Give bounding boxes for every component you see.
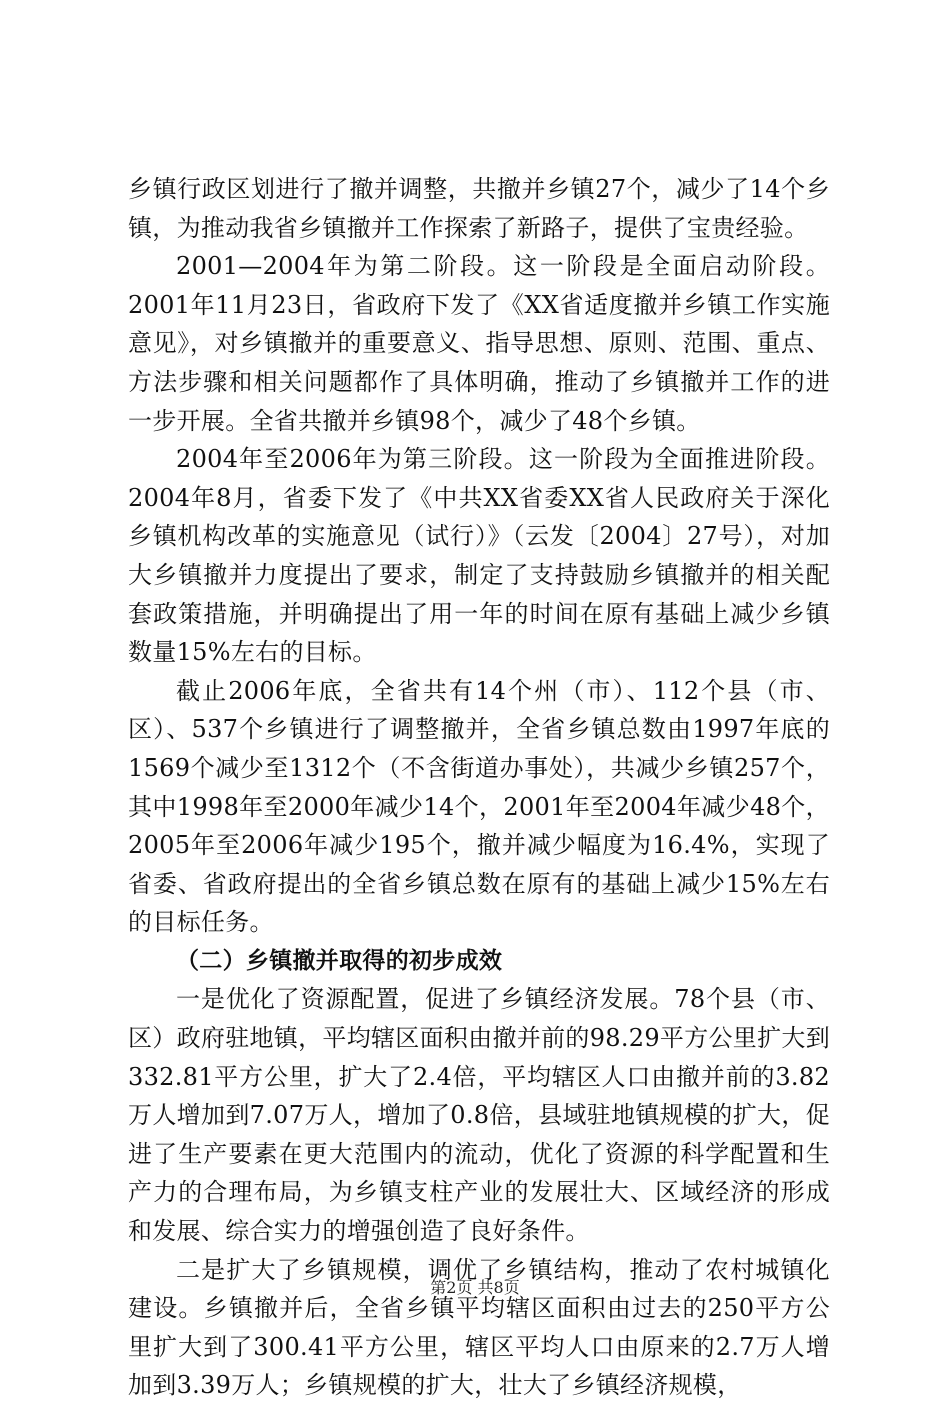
paragraph-result-one: 一是优化了资源配置，促进了乡镇经济发展。78个县（市、区）政府驻地镇，平均辖区面积由撤并前的98.29平方公里扩大到332.81平方公里，扩大了2.4倍，平均辖区人口由撤并前的3.82万人增加到7.07万人，增加了0.8倍，县域驻地镇规模的扩大，促进了生产要素在更大范围内的流动，优化了资源的科学配置和生产力的合理布局，为乡镇支柱产业的发展壮大、区域经济的形成和发展、综合实力的增强创造了良好条件。 bbox=[128, 985, 831, 1246]
document-body bbox=[128, 170, 830, 1405]
paragraph-stage-three: 2004年至2006年为第三阶段。这一阶段为全面推进阶段。2004年8月，省委下发了《中共XX省委XX省人民政府关于深化乡镇机构改革的实施意见（试行）》（云发〔2004〕27号），对加大乡镇撤并力度提出了要求，制定了支持鼓励乡镇撤并的相关配套政策措施，并明确提出了用一年的时间在原有基础上减少乡镇数量15%左右的目标。 bbox=[128, 445, 830, 667]
page-footer bbox=[0, 1278, 950, 1298]
paragraph-stage-two: 2001—2004年为第二阶段。这一阶段是全面启动阶段。2001年11月23日，省政府下发了《XX省适度撤并乡镇工作实施意见》，对乡镇撤并的重要意义、指导思想、原则、范围、重点、方法步骤和相关问题都作了具体明确，推动了乡镇撤并工作的进一步开展。全省共撤并乡镇98个，减少了48个乡镇。 bbox=[128, 252, 830, 435]
paragraph-result-two: 二是扩大了乡镇规模，调优了乡镇结构，推动了农村城镇化建设。乡镇撤并后，全省乡镇平均辖区面积由过去的250平方公里扩大到了300.41平方公里，辖区平均人口由原来的2.7万人增加到3.39万人；乡镇规模的扩大，壮大了乡镇经济规模， bbox=[128, 1255, 830, 1400]
page-number-label: 第2页 共8页 bbox=[430, 1278, 520, 1297]
paragraph-continuation: 乡镇行政区划进行了撤并调整，共撤并乡镇27个，减少了14个乡镇，为推动我省乡镇撤并工作探索了新路子，提供了宝贵经验。 bbox=[128, 175, 830, 242]
section-heading: （二）乡镇撤并取得的初步成效 bbox=[176, 947, 503, 974]
paragraph-summary-2006: 截止2006年底，全省共有14个州（市）、112个县（市、区）、537个乡镇进行了调整撤并，全省乡镇总数由1997年底的1569个减少至1312个（不含街道办事处），共减少乡镇257个，其中1998年至2000年减少14个，2001年至2004年减少48个，2005年至2006年减少195个，撤并减少幅度为16.4%，实现了省委、省政府提出的全省乡镇总数在原有的基础上减少15%左右的目标任务。 bbox=[128, 676, 830, 937]
